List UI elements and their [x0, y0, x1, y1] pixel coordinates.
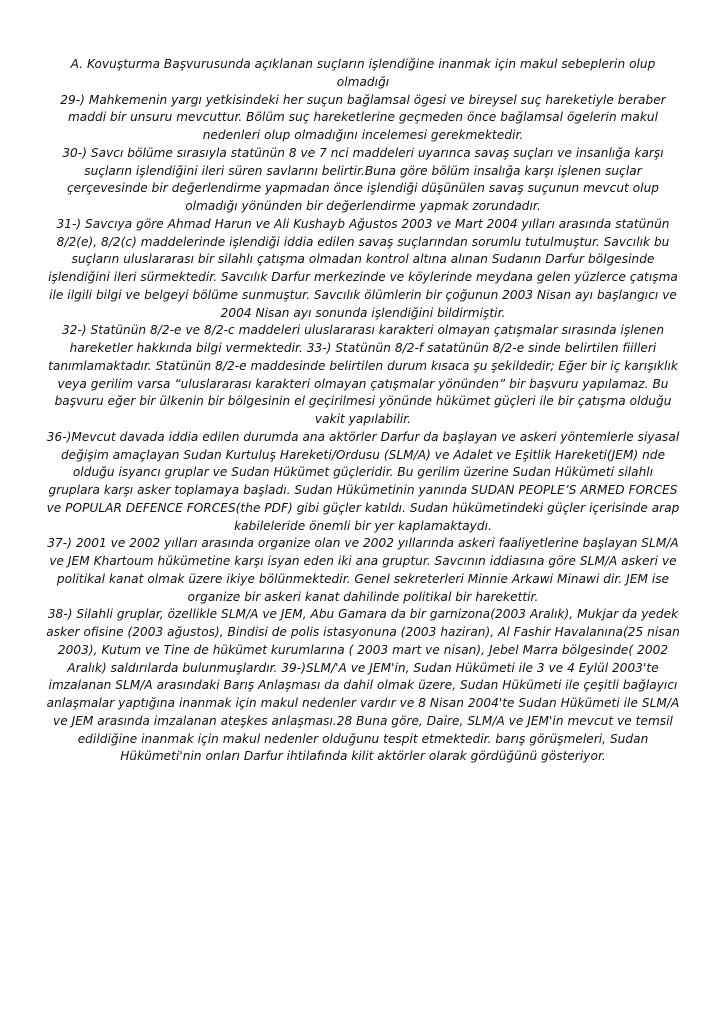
- paragraph-37: 37-) 2001 ve 2002 yılları arasında organize olan ve 2002 yıllarında askeri faaliyetlerine başlayan SLM/A ve JEM Khartoum hükümetine karşı isyan eden iki ana gruptur. Savcının iddiasına göre SLM/A askeri ve politikal kanat olmak üzere ikiye bölünmektedir. Genel sekreterleri Minnie Arkawi Minawi dir. JEM ise organize bir askeri kanat dahilinde politikal bir harekettir.: [47, 536, 679, 604]
- paragraph-31: 31-) Savcıya göre Ahmad Harun ve Ali Kushayb Ağustos 2003 ve Mart 2004 yılları arasında statünün 8/2(e), 8/2(c) maddelerinde işlendiği iddia edilen savaş suçlarından sorumlu tutulmuştur. Savcılık bu suçların uluslararası bir silahlı çatışma olmadan kontrol altına alınan Sudanın Darfur bölgesinde işlendiğini ileri sürmektedir. Savcılık Darfur merkezinde ve köylerinde meydana gelen yüzlerce çatışma ile ilgili bilgi ve belgeyi bölüme sunmuştur. Savcılık ölümlerin bir çoğunun 2003 Nisan ayı başlangıcı ve 2004 Nisan ayı sonunda işlendiğini bildirmiştir.: [48, 216, 678, 320]
- paragraph-38-39: 38-) Silahli gruplar, özellikle SLM/A ve JEM, Abu Gamara da bir garnizona(2003 Aralık), Mukjar da yedek asker ofisine (2003 ağustos), Bindisi de polis istasyonuna (2003 haziran), Al Fashir Havalanına(25 nisan 2003), Kutum ve Tine de hükümet kurumlarına ( 2003 mart ve nisan), Jebel Marra bölgesinde( 2002 Aralık) saldırılarda bulunmuşlardır. 39-)SLM/'A ve JEM'in, Sudan Hükümeti ile 3 ve 4 Eylül 2003'te imzalanan SLM/A arasındaki Barış Anlaşması da dahil olmak üzere, Sudan Hükümeti ile çeşitli bağlayıcı anlaşmalar yaptığına inanmak için makul nedenler vardır ve 8 Nisan 2004'te Sudan Hükümeti ile SLM/A ve JEM arasında imzalanan ateşkes anlaşması.28 Buna göre, Daire, SLM/A ve JEM'in mevcut ve temsil edildiğine inanmak için makul nedenler olduğunu tespit etmektedir. barış görüşmeleri, Sudan Hükümeti'nin onları Darfur ihtilafında kilit aktörler olarak gördüğünü gösteriyor.: [46, 607, 680, 764]
- paragraph-32-33: 32-) Statünün 8/2-e ve 8/2-c maddeleri uluslararası karakteri olmayan çatışmalar sırasında işlenen hareketler hakkında bilgi vermektedir. 33-) Statünün 8/2-f satatünün 8/2-e sinde belirtilen fiilleri tanımlamaktadır. Statünün 8/2-e maddesinde belirtilen durum kısaca şu şekildedir; Eğer bir iç karışıklık veya gerilim varsa “uluslararası karakteri olmayan çatışmalar yönünden” bir başvuru yapılamaz. Bu başvuru eğer bir ülkenin bir bölgesinin el geçirilmesi yönünde hükümet güçleri ile bir çatışma olduğu vakit yapılabilir.: [48, 323, 678, 426]
- section-heading: A. Kovuşturma Başvurusunda açıklanan suçların işlendiğine inanmak için makul sebeplerin olup olmadığı: [70, 57, 656, 89]
- paragraph-36: 36-)Mevcut davada iddia edilen durumda ana aktörler Darfur da başlayan ve askeri yöntemlerle siyasal değişim amaçlayan Sudan Kurtuluş Hareketi/Ordusu (SLM/A) ve Adalet ve Eşitlik Hareketi(JEM) nde olduğu isyancı gruplar ve Sudan Hükümet güçleridir. Bu gerilim üzerine Sudan Hükümeti silahlı gruplara karşı asker toplamaya başladı. Sudan Hükümetinin yanında SUDAN PEOPLE’S ARMED FORCES ve POPULAR DEFENCE FORCES(the PDF) gibi güçler katıldı. Sudan hükümetindeki güçler içerisinde arap kabileleride önemli bir yer kaplamaktaydı.: [46, 429, 680, 533]
- paragraph-29: 29-) Mahkemenin yargı yetkisindeki her suçun bağlamsal ögesi ve bireysel suç hareketiyle beraber maddi bir unsuru mevcuttur. Bölüm suç hareketlerine geçmeden önce bağlamsal ögelerin makul nedenleri olup olmadığını incelemesi gerekmektedir.: [60, 92, 666, 142]
- paragraph-30: 30-) Savcı bölüme sırasıyla statünün 8 ve 7 nci maddeleri uyarınca savaş suçları ve insanlığa karşı suçların işlendiğini ileri süren savlarını belirtir.Buna göre bölüm insalığa karşı işlenen suçlar çerçevesinde bir değerlendirme yapmadan önce işlendiği düşünülen savaş suçunun mevcut olup olmadığı yönünden bir değerlendirme yapmak zorundadır.: [62, 145, 664, 213]
- document-body: [46, 56, 680, 766]
